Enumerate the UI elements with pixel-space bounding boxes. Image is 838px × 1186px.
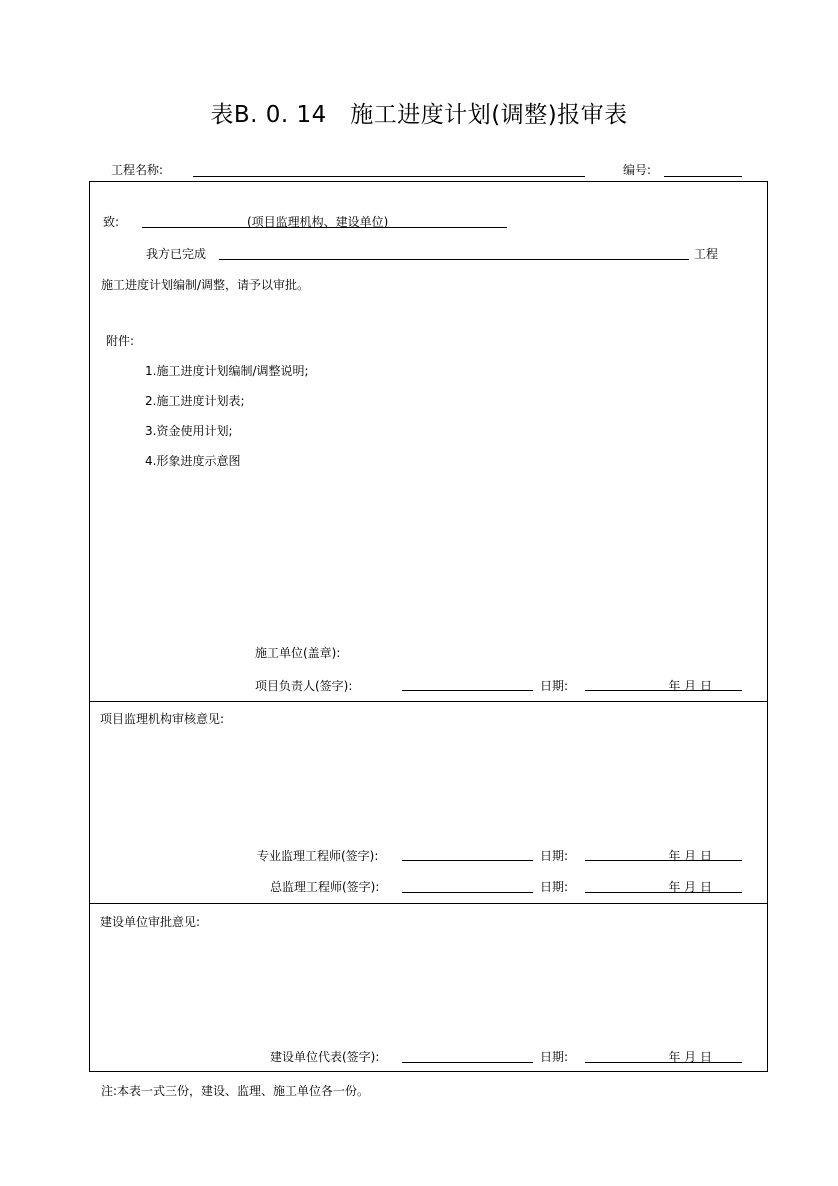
number-label: 编号: — [623, 163, 652, 177]
owner-rep-sign-field[interactable] — [402, 1062, 533, 1063]
form-box — [89, 181, 768, 1072]
owner-opinion-heading: 建设单位审批意见: — [100, 915, 201, 929]
section-divider-2 — [89, 903, 768, 904]
engineer-sign-label: 专业监理工程师(签字): — [257, 849, 379, 863]
date-label: 日期: — [540, 679, 569, 693]
attachment-item: 4.形象进度示意图 — [145, 454, 241, 468]
date-label: 日期: — [540, 880, 569, 894]
completed-suffix: 工程 — [694, 247, 719, 261]
attachments-label: 附件: — [106, 334, 135, 348]
chief-sign-label: 总监理工程师(签字): — [270, 880, 380, 894]
project-name-label: 工程名称: — [111, 163, 164, 177]
manager-sign-label: 项目负责人(签字): — [255, 679, 353, 693]
engineer-sign-field[interactable] — [402, 860, 533, 861]
date-label: 日期: — [540, 1050, 569, 1064]
supervision-opinion-heading: 项目监理机构审核意见: — [100, 712, 225, 726]
completed-project-field[interactable] — [219, 259, 689, 260]
request-text: 施工进度计划编制/调整，请予以审批。 — [101, 278, 310, 292]
section-divider-1 — [89, 701, 768, 702]
date-ymd: 年 月 日 — [668, 1050, 712, 1064]
page-title: 表B. 0. 14 施工进度计划(调整)报审表 — [210, 102, 628, 128]
unit-seal-label: 施工单位(盖章): — [255, 646, 341, 660]
project-name-field[interactable] — [193, 176, 585, 177]
footnote: 注:本表一式三份，建设、监理、施工单位各一份。 — [101, 1084, 370, 1098]
date-label: 日期: — [540, 849, 569, 863]
attachment-item: 2.施工进度计划表; — [145, 394, 245, 408]
chief-sign-field[interactable] — [402, 892, 533, 893]
number-field[interactable] — [664, 176, 742, 177]
date-ymd: 年 月 日 — [668, 880, 712, 894]
date-ymd: 年 月 日 — [668, 849, 712, 863]
owner-rep-sign-label: 建设单位代表(签字): — [270, 1050, 380, 1064]
completed-prefix: 我方已完成 — [146, 247, 207, 261]
to-label: 致: — [103, 215, 120, 229]
attachment-item: 1.施工进度计划编制/调整说明; — [145, 364, 309, 378]
date-ymd: 年 月 日 — [668, 679, 712, 693]
manager-sign-field[interactable] — [402, 690, 533, 691]
attachment-item: 3.资金使用计划; — [145, 424, 233, 438]
to-suffix: (项目监理机构、建设单位) — [247, 215, 389, 229]
